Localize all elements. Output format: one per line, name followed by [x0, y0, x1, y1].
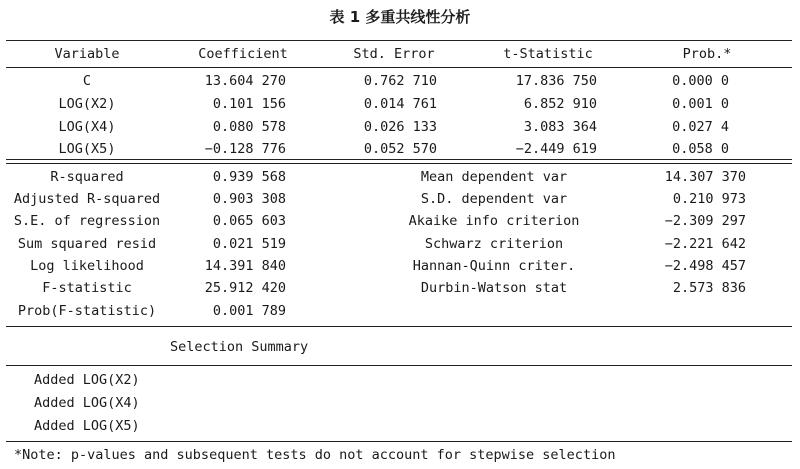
stat-label: Akaike info criterion: [408, 213, 580, 229]
stat-value: 0.903 308: [212, 191, 286, 207]
stat-label: S.D. dependent var: [420, 191, 568, 207]
cell-prob: 0.000 0: [672, 73, 729, 89]
stat-value: −2.498 457: [664, 258, 746, 274]
selection-heading: Selection Summary: [170, 339, 309, 355]
stat-value: 0.001 789: [212, 303, 286, 319]
cell-std-error: 0.052 570: [363, 141, 437, 157]
stat-label: S.E. of regression: [13, 213, 161, 229]
stat-label: R-squared: [50, 169, 124, 185]
stat-label: Durbin-Watson stat: [420, 280, 568, 296]
stats-bottom-rule: [6, 326, 792, 327]
header-t-statistic: t-Statistic: [503, 46, 593, 62]
selection-item: Added LOG(X5): [34, 418, 140, 434]
selection-rule: [6, 365, 792, 366]
stat-value: 25.912 420: [204, 280, 286, 296]
cell-std-error: 0.026 133: [363, 119, 437, 135]
stat-value: 0.065 603: [212, 213, 286, 229]
bottom-rule: [6, 441, 792, 442]
top-rule: [6, 40, 792, 41]
double-rule-bottom: [6, 163, 792, 164]
cell-t-statistic: −2.449 619: [515, 141, 597, 157]
stat-value: 14.307 370: [664, 169, 746, 185]
selection-item: Added LOG(X4): [34, 395, 140, 411]
header-std-error: Std. Error: [353, 46, 435, 62]
stat-label: Hannan-Quinn criter.: [412, 258, 576, 274]
header-variable: Variable: [54, 46, 120, 62]
cell-coefficient: 0.101 156: [212, 96, 286, 112]
header-coefficient: Coefficient: [198, 46, 288, 62]
stat-label: Mean dependent var: [420, 169, 568, 185]
stat-label: Adjusted R-squared: [13, 191, 161, 207]
header-prob: Prob.*: [682, 46, 732, 62]
stat-value: −2.309 297: [664, 213, 746, 229]
cell-coefficient: 13.604 270: [204, 73, 286, 89]
cell-std-error: 0.014 761: [363, 96, 437, 112]
stat-value: −2.221 642: [664, 236, 746, 252]
cell-prob: 0.001 0: [672, 96, 729, 112]
cell-std-error: 0.762 710: [363, 73, 437, 89]
cell-t-statistic: 3.083 364: [523, 119, 597, 135]
cell-variable: LOG(X5): [58, 141, 116, 157]
stat-label: Prob(F-statistic): [17, 303, 157, 319]
cell-variable: LOG(X2): [58, 96, 116, 112]
header-rule: [6, 67, 792, 68]
selection-item: Added LOG(X2): [34, 372, 140, 388]
stat-value: 2.573 836: [672, 280, 746, 296]
cell-coefficient: −0.128 776: [204, 141, 286, 157]
cell-coefficient: 0.080 578: [212, 119, 286, 135]
cell-t-statistic: 17.836 750: [515, 73, 597, 89]
stat-value: 0.021 519: [212, 236, 286, 252]
cell-prob: 0.027 4: [672, 119, 729, 135]
stat-label: Log likelihood: [30, 258, 144, 274]
cell-t-statistic: 6.852 910: [523, 96, 597, 112]
cell-prob: 0.058 0: [672, 141, 729, 157]
stat-value: 0.210 973: [672, 191, 746, 207]
double-rule-top: [6, 159, 792, 160]
stat-value: 0.939 568: [212, 169, 286, 185]
cell-variable: LOG(X4): [58, 119, 116, 135]
stat-label: F-statistic: [42, 280, 132, 296]
footnote: *Note: p-values and subsequent tests do not account for stepwise selection: [14, 447, 616, 463]
table-title: 表 1 多重共线性分析: [329, 8, 471, 26]
stat-value: 14.391 840: [204, 258, 286, 274]
cell-variable: C: [82, 73, 92, 89]
stat-label: Sum squared resid: [17, 236, 157, 252]
stat-label: Schwarz criterion: [424, 236, 564, 252]
